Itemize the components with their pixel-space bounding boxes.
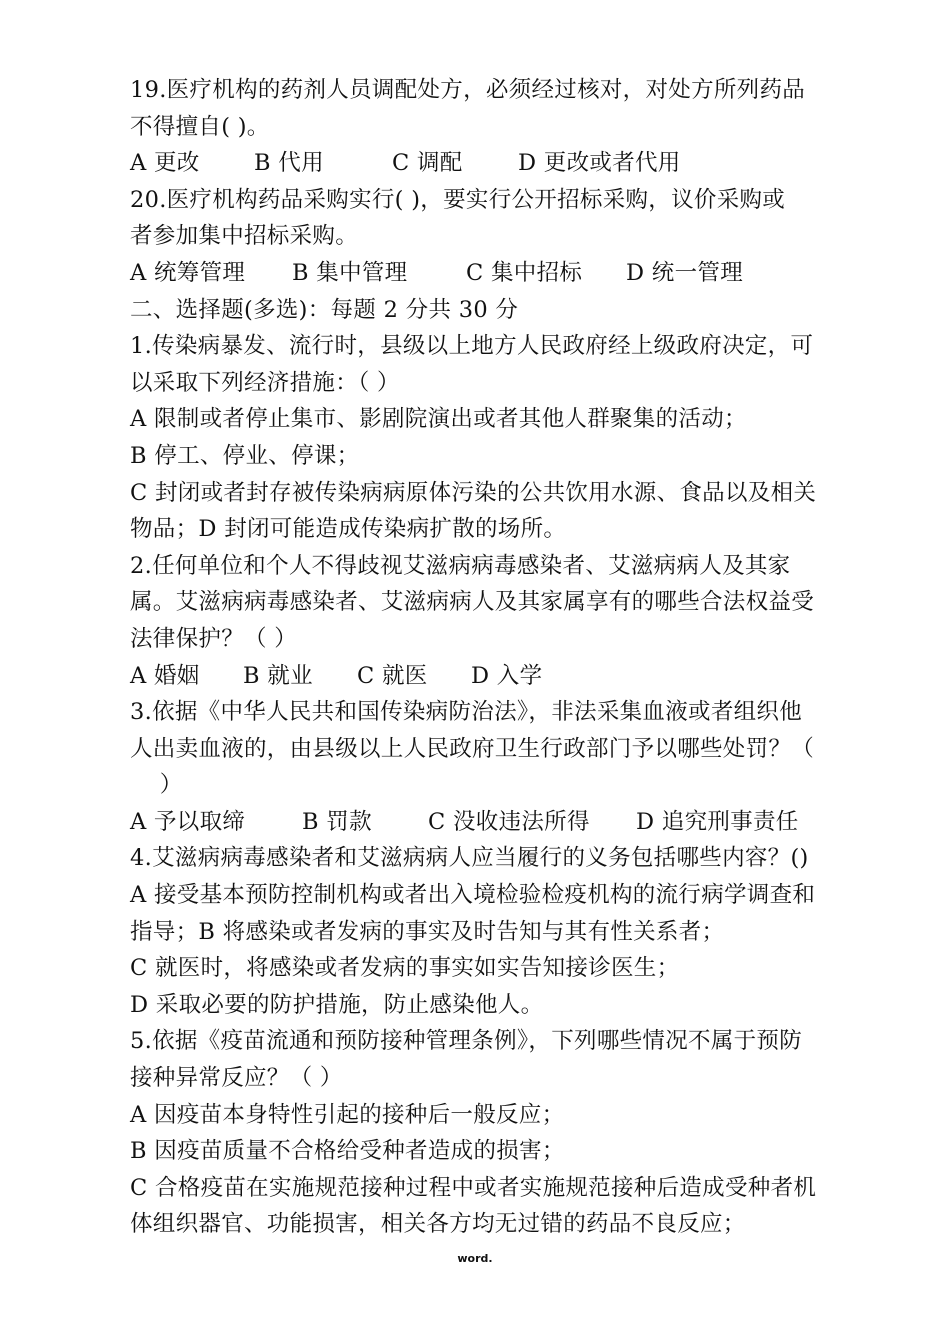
m3-stem-line-3: ） (130, 772, 183, 799)
m1-option-b: B 停工、停业、停课； (130, 442, 360, 469)
section-heading: 二、选择题(多选)：每题 2 分共 30 分 (130, 296, 519, 323)
q19-option-d: D 更改或者代用 (518, 150, 681, 177)
m1-option-c-line-1: C 封闭或者封存被传染病病原体污染的公共饮用水源、食品以及相关 (130, 479, 817, 506)
q19-option-a: A 更改 (130, 150, 200, 177)
m2-stem-line-3: 法律保护？（ ） (130, 625, 298, 652)
q19-option-c: C 调配 (392, 150, 463, 177)
q20-option-a: A 统筹管理 (130, 259, 246, 286)
q19-stem-line-2: 不得擅自( )。 (130, 113, 270, 140)
m4-stem: 4.艾滋病病毒感染者和艾滋病病人应当履行的义务包括哪些内容？() (130, 845, 809, 872)
m3-option-d: D 追究刑事责任 (636, 808, 799, 835)
q20-stem-line-1: 20.医疗机构药品采购实行( )，要实行公开招标采购，议价采购或 (130, 186, 786, 213)
m3-stem-line-1: 3.依据《中华人民共和国传染病防治法》，非法采集血液或者组织他 (130, 699, 803, 726)
m4-option-a-line-1: A 接受基本预防控制机构或者出入境检验检疫机构的流行病学调查和 (130, 882, 816, 909)
m2-stem-line-2: 属。艾滋病病毒感染者、艾滋病病人及其家属享有的哪些合法权益受 (130, 589, 815, 616)
q19-option-b: B 代用 (254, 150, 324, 177)
q19-options (130, 145, 860, 182)
m5-stem-line-2: 接种异常反应？（ ） (130, 1065, 343, 1092)
q19-stem-line-1: 19.医疗机构的药剂人员调配处方，必须经过核对，对处方所列药品 (130, 77, 806, 103)
q20-option-c: C 集中招标 (466, 259, 583, 286)
q20-option-d: D 统一管理 (626, 259, 743, 286)
m3-options (130, 804, 860, 841)
m2-option-b: B 就业 (243, 662, 313, 689)
m2-option-c: C 就医 (357, 662, 428, 689)
footer-watermark: word. (457, 1252, 493, 1265)
m2-stem-line-1: 2.任何单位和个人不得歧视艾滋病病毒感染者、艾滋病病人及其家 (130, 552, 791, 579)
m5-option-c-line-2: 体组织器官、功能损害，相关各方均无过错的药品不良反应； (130, 1211, 746, 1238)
m4-option-d: D 采取必要的防护措施，防止感染他人。 (130, 991, 544, 1018)
q20-option-b: B 集中管理 (292, 259, 408, 286)
m5-stem-line-1: 5.依据《疫苗流通和预防接种管理条例》，下列哪些情况不属于预防 (130, 1028, 803, 1055)
m5-option-b: B 因疫苗质量不合格给受种者造成的损害； (130, 1138, 565, 1165)
m3-option-a: A 予以取缔 (130, 808, 246, 835)
m3-option-b: B 罚款 (302, 808, 372, 835)
m4-option-c: C 就医时，将感染或者发病的事实如实告知接诊医生； (130, 955, 680, 982)
m2-option-a: A 婚姻 (130, 662, 200, 689)
m2-option-d: D 入学 (471, 662, 543, 689)
document-page (130, 72, 860, 1243)
m3-stem-line-2: 人出卖血液的，由县级以上人民政府卫生行政部门予以哪些处罚？（ (130, 735, 815, 762)
m5-option-a: A 因疫苗本身特性引起的接种后一般反应； (130, 1101, 565, 1128)
m3-option-c: C 没收违法所得 (428, 808, 590, 835)
m4-option-a-line-2: 指导；B 将感染或者发病的事实及时告知与其有性关系者； (130, 918, 725, 945)
m1-stem-line-1: 1.传染病暴发、流行时，县级以上地方人民政府经上级政府决定，可 (130, 333, 814, 360)
m5-option-c-line-1: C 合格疫苗在实施规范接种过程中或者实施规范接种后造成受种者机 (130, 1174, 817, 1201)
m1-option-c-line-2: 物品；D 封闭可能造成传染病扩散的场所。 (130, 516, 567, 543)
m1-stem-line-2: 以采取下列经济措施：（ ） (130, 369, 400, 396)
q20-options (130, 255, 860, 292)
m2-options (130, 658, 860, 695)
m1-option-a: A 限制或者停止集市、影剧院演出或者其他人群聚集的活动； (130, 406, 747, 433)
q20-stem-line-2: 者参加集中招标采购。 (130, 223, 359, 250)
